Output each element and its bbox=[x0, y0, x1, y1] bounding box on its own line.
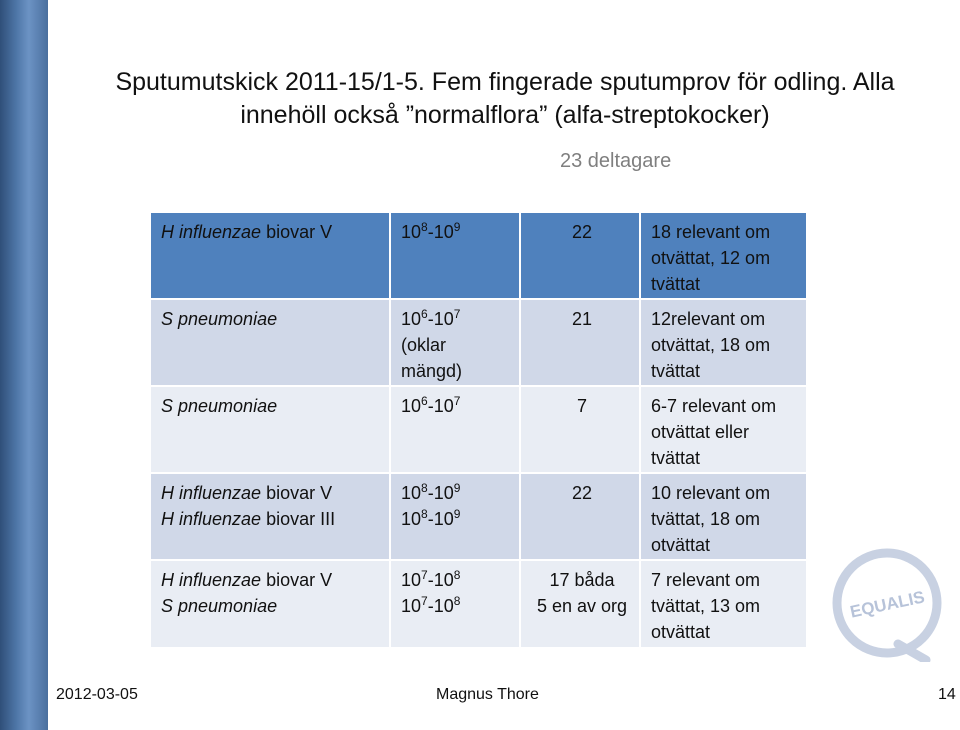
organism-cell bbox=[150, 473, 390, 560]
concentration-base: 10 bbox=[401, 509, 422, 529]
participant-count-cell bbox=[520, 473, 640, 560]
concentration-exponent: 9 bbox=[453, 220, 461, 234]
participant-count: 23 deltagare bbox=[560, 150, 672, 172]
organism-line bbox=[161, 219, 383, 245]
concentration-exponent: 7 bbox=[453, 307, 461, 321]
concentration-exponent: 8 bbox=[421, 220, 428, 234]
concentration-line bbox=[401, 480, 513, 506]
result-cell bbox=[640, 386, 807, 473]
concentration-cell bbox=[390, 473, 520, 560]
slide-title-line-1: Sputumutskick 2011-15/1-5. Fem fingerade sputumprov för odling. Alla bbox=[115, 68, 895, 96]
result-line: otvättat, 12 om bbox=[651, 248, 771, 268]
organism-line bbox=[161, 480, 383, 506]
participant-count-line: 21 bbox=[571, 309, 593, 329]
table-row bbox=[150, 212, 807, 299]
table-row bbox=[150, 299, 807, 386]
organism-line bbox=[161, 593, 383, 619]
result-cell bbox=[640, 473, 807, 560]
organism-cell bbox=[150, 386, 390, 473]
concentration-base: 10 bbox=[401, 570, 422, 590]
concentration-line bbox=[401, 306, 513, 332]
result-line: 10 relevant om bbox=[651, 483, 771, 503]
organism-cell bbox=[150, 299, 390, 386]
participant-count-cell bbox=[520, 560, 640, 648]
result-line: tvättat, 18 om bbox=[651, 509, 761, 529]
organism-line bbox=[161, 393, 383, 419]
concentration-base: -10 bbox=[427, 222, 454, 242]
result-line: 7 relevant om bbox=[651, 570, 761, 590]
organism-species: H influenzae bbox=[161, 509, 262, 529]
concentration-exponent: 6 bbox=[421, 394, 428, 408]
result-line: 6-7 relevant om bbox=[651, 396, 777, 416]
concentration-base: 10 bbox=[401, 483, 422, 503]
concentration-base: 10 bbox=[401, 309, 422, 329]
participant-count-line: 22 bbox=[571, 483, 593, 503]
participant-count-cell bbox=[520, 386, 640, 473]
concentration-exponent: 7 bbox=[421, 568, 428, 582]
participant-count-line: 22 bbox=[571, 222, 593, 242]
concentration-line bbox=[401, 506, 513, 532]
logo-text: EQUALIS bbox=[848, 587, 927, 622]
concentration-exponent: 6 bbox=[421, 307, 428, 321]
concentration-base: 10 bbox=[401, 396, 422, 416]
organism-cell bbox=[150, 212, 390, 299]
concentration-note: mängd) bbox=[401, 361, 463, 381]
table-row bbox=[150, 473, 807, 560]
result-line: otvättat bbox=[651, 535, 711, 555]
participant-count-cell bbox=[520, 299, 640, 386]
concentration-base: 10 bbox=[401, 596, 422, 616]
concentration-exponent: 9 bbox=[453, 481, 461, 495]
result-line: tvättat, 13 om bbox=[651, 596, 761, 616]
footer-date: 2012-03-05 bbox=[56, 686, 138, 703]
slide-title bbox=[70, 66, 940, 132]
concentration-base: -10 bbox=[427, 396, 454, 416]
concentration-base: -10 bbox=[427, 483, 454, 503]
table-row bbox=[150, 560, 807, 648]
result-line: otvättat eller bbox=[651, 422, 750, 442]
organism-species: S pneumoniae bbox=[161, 396, 278, 416]
concentration-base: -10 bbox=[427, 596, 454, 616]
concentration-cell bbox=[390, 299, 520, 386]
concentration-base: 10 bbox=[401, 222, 422, 242]
concentration-note: (oklar bbox=[401, 335, 447, 355]
organism-biovar: biovar V bbox=[261, 483, 333, 503]
concentration-exponent: 8 bbox=[453, 568, 461, 582]
concentration-exponent: 7 bbox=[453, 394, 461, 408]
result-line: tvättat bbox=[651, 361, 701, 381]
table-row bbox=[150, 386, 807, 473]
concentration-exponent: 8 bbox=[421, 481, 428, 495]
organism-species: S pneumoniae bbox=[161, 309, 278, 329]
result-line: otvättat, 18 om bbox=[651, 335, 771, 355]
concentration-line bbox=[401, 593, 513, 619]
organism-species: S pneumoniae bbox=[161, 596, 278, 616]
result-cell bbox=[640, 560, 807, 648]
concentration-line bbox=[401, 567, 513, 593]
result-line: 18 relevant om bbox=[651, 222, 771, 242]
participant-count-line: 7 bbox=[576, 396, 587, 416]
result-line: tvättat bbox=[651, 448, 701, 468]
organism-line bbox=[161, 506, 383, 532]
organism-biovar: biovar V bbox=[261, 222, 333, 242]
participant-count-cell bbox=[520, 212, 640, 299]
concentration-exponent: 8 bbox=[453, 594, 461, 608]
results-table bbox=[149, 211, 808, 649]
concentration-base: -10 bbox=[427, 309, 454, 329]
slide-title-line-2: innehöll också ”normalflora” (alfa-streptokocker) bbox=[240, 101, 770, 129]
organism-line bbox=[161, 567, 383, 593]
organism-species: H influenzae bbox=[161, 222, 262, 242]
organism-biovar: biovar V bbox=[261, 570, 333, 590]
participant-count-line: 17 båda bbox=[549, 570, 615, 590]
organism-biovar: biovar III bbox=[261, 509, 336, 529]
organism-species: H influenzae bbox=[161, 483, 262, 503]
concentration-cell bbox=[390, 386, 520, 473]
concentration-cell bbox=[390, 560, 520, 648]
concentration-line bbox=[401, 393, 513, 419]
concentration-line bbox=[401, 219, 513, 245]
concentration-cell bbox=[390, 212, 520, 299]
result-line: otvättat bbox=[651, 622, 711, 642]
result-line: 12relevant om bbox=[651, 309, 766, 329]
equalis-logo bbox=[828, 544, 946, 662]
footer-page-number: 14 bbox=[938, 686, 956, 703]
concentration-base: -10 bbox=[427, 570, 454, 590]
participant-count-line: 5 en av org bbox=[536, 596, 628, 616]
organism-line bbox=[161, 306, 383, 332]
concentration-exponent: 9 bbox=[453, 507, 461, 521]
footer-author: Magnus Thore bbox=[436, 686, 539, 703]
side-accent-bar bbox=[0, 0, 48, 730]
result-cell bbox=[640, 212, 807, 299]
result-cell bbox=[640, 299, 807, 386]
concentration-exponent: 7 bbox=[421, 594, 428, 608]
result-line: tvättat bbox=[651, 274, 701, 294]
organism-species: H influenzae bbox=[161, 570, 262, 590]
organism-cell bbox=[150, 560, 390, 648]
concentration-base: -10 bbox=[427, 509, 454, 529]
concentration-exponent: 8 bbox=[421, 507, 428, 521]
